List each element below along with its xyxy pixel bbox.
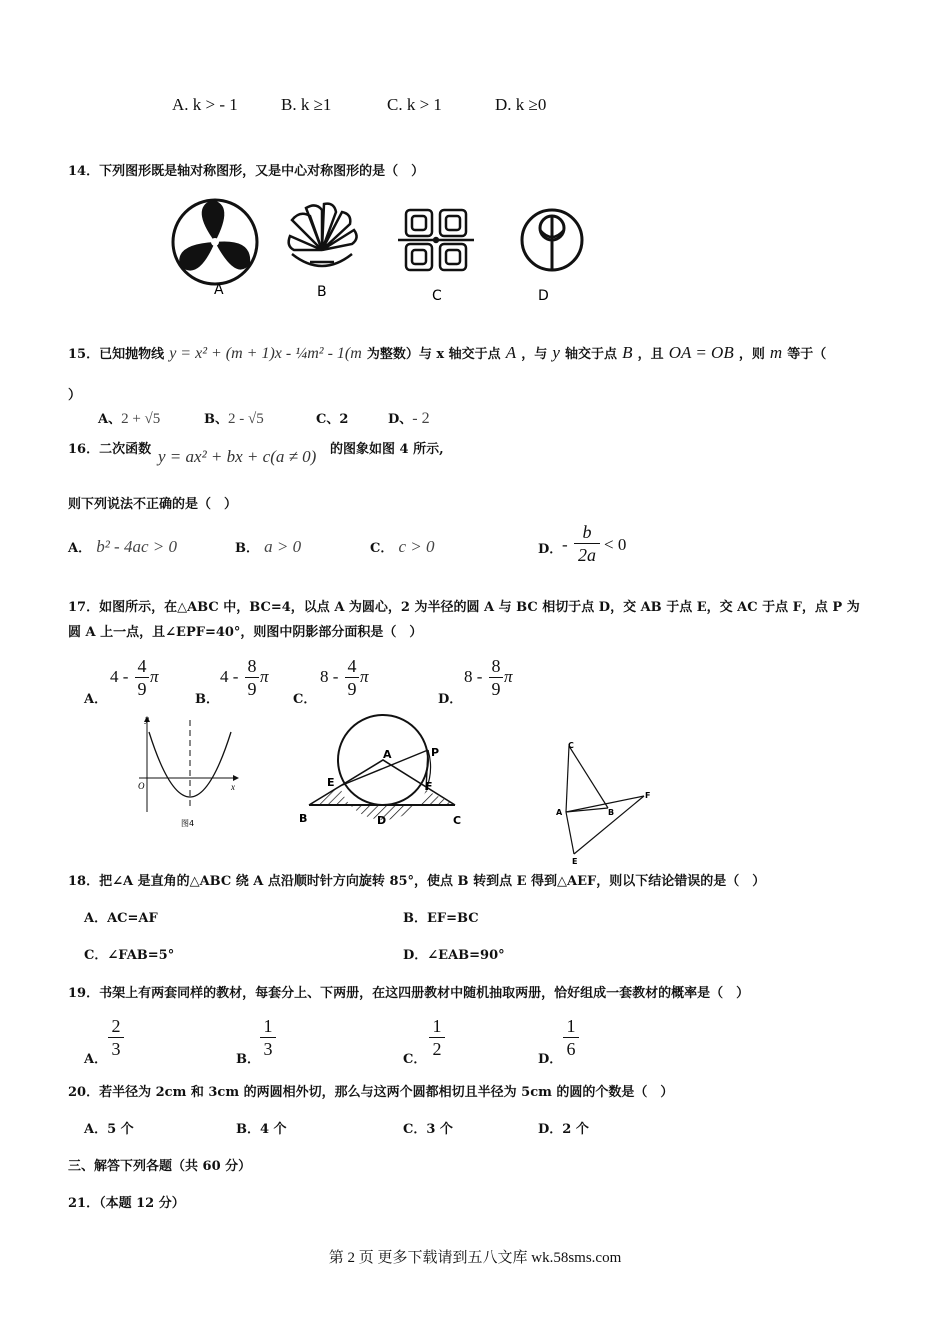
q15-mid1: 为整数）与 x 轴交于点 [366,347,501,362]
q13-option-c: C. k > 1 [387,95,442,114]
figure-d-label: D [538,288,549,304]
q15-mid5: ，则 [738,347,765,362]
q17-option-b-pre: 4 - [220,667,239,686]
q15-option-b: B、2 - √5 [204,411,264,427]
q17-option-d-label: D． [438,692,463,707]
q17-option-d-pre: 8 - [464,667,483,686]
figure-b-label: B [317,284,327,300]
tri-label-b: B [608,808,615,817]
figure-b-symbol [289,204,357,266]
q15-mid2: ，与 [521,347,548,362]
tri-label-c: C [568,741,574,750]
q15-line [68,343,826,373]
circle-label-p: P [431,746,440,759]
q16-option-a: A． b² - 4ac > 0 [68,537,177,556]
q17-line1: 17．如图所示，在△ABC 中，BC=4，以点 A 为圆心，2 为半径的圆 A 与 BC 相切于点 D，交 AB 于点 E，交 AC 于点 F，点 P 为 [68,600,860,615]
circle-label-e: E [327,776,335,789]
circle-label-b: B [299,812,308,825]
q15-option-a: A、2 + √5 [98,411,161,427]
q17-option-a-fraction: 4 9 [135,656,149,699]
tri-label-f: F [645,791,651,800]
q17-line2: 圆 A 上一点，且∠EPF=40°，则图中阴影部分面积是（ ） [68,625,423,640]
figure-circle-triangle [295,710,475,830]
figure-c-label: C [432,288,442,304]
q15-condition: OA = OB [668,343,734,362]
figure-a-label: A [214,282,224,298]
q16-option-d-label: D． [538,542,563,557]
q18-option-d: D．∠EAB=90° [403,948,505,963]
q13-option-a: A. k > - 1 [172,95,238,114]
q18-text: 18．把∠A 是直角的△ABC 绕 A 点沿顺时针方向旋转 85°，使点 B 转到点 E 得到△AEF，则以下结论错误的是（ ） [68,874,766,889]
graph-origin-label: O [138,781,145,791]
q17-option-c-pre: 8 - [320,667,339,686]
figure-rotated-triangles [552,738,662,866]
q20-option-c: C．3 个 [403,1122,453,1137]
circle-label-f: F [425,780,433,793]
q15-mid4: ，且 [637,347,664,362]
side-ac [566,746,569,812]
q17-option-d-fraction: 8 9 [489,656,503,699]
q15-point-a: A [505,343,517,362]
figure-c-symbol [398,210,474,270]
circle-label-a: A [383,748,392,761]
q15-mid6: 等于（ [787,347,827,362]
q19-option-a-label: A． [84,1052,108,1067]
q16-suffix: 的图象如图 4 所示, [330,442,444,457]
q14-text: 14．下列图形既是轴对称图形，又是中心对称图形的是（ ） [68,164,425,179]
q19-option-b-fraction: 1 3 [260,1016,276,1059]
q15-close: ） [68,388,82,403]
q18-option-b: B．EF=BC [403,911,479,926]
figure-d-symbol [522,210,582,270]
graph-caption: 图4 [181,819,195,828]
q19-option-c-fraction: 1 2 [429,1016,445,1059]
side-ae [566,812,574,854]
x-axis-arrow-icon [233,775,239,781]
q17-option-c-label: C． [293,692,317,707]
circle-label-c: C [453,814,462,827]
q16-option-d-fraction: b 2a [574,522,600,565]
q20-option-b: B．4 个 [236,1122,287,1137]
page-footer: 第 2 页 更多下载请到五八文库 wk.58sms.com [328,1250,622,1266]
q19-option-d-label: D． [538,1052,563,1067]
q17-option-a-pi: π [150,667,159,686]
q17-option-a-label: A． [84,692,108,707]
graph-y-label: y [145,714,149,724]
q14-figures [160,190,600,310]
q15-option-d: D、- 2 [388,410,430,427]
q17-option-b-label: B． [195,692,219,707]
side-af [566,796,644,812]
q19-option-a-fraction: 2 3 [108,1016,124,1059]
q20-text: 20．若半径为 2cm 和 3cm 的两圆相外切，那么与这两个圆都相切且半径为 5cm 的圆的个数是（ ） [68,1085,674,1100]
side-cb [569,746,608,808]
q15-formula: y = x² + (m + 1)x - ¼m² - 1(m [169,345,362,362]
side-ef [574,796,644,854]
circle-label-d: D [377,814,387,827]
q15-m-var: m [769,343,783,362]
graph-x-label: x [231,782,235,792]
side-ab [566,808,608,812]
q19-option-c-label: C． [403,1052,427,1067]
q19-option-d-fraction: 1 6 [563,1016,579,1059]
q20-option-d: D．2 个 [538,1122,589,1137]
section-3-heading: 三、解答下列各题（共 60 分） [68,1159,252,1174]
q15-prefix: 15．已知抛物线 [68,347,165,362]
tri-label-e: E [572,857,578,866]
q21-heading: 21．（本题 12 分） [68,1196,185,1211]
q19-text: 19．书架上有两套同样的教材，每套分上、下两册，在这四册教材中随机抽取两册，恰好组成一套教材的概率是（ ） [68,986,750,1001]
q17-option-c-pi: π [360,667,369,686]
q16-option-b: B． a > 0 [235,537,302,556]
q17-option-d-pi: π [504,667,513,686]
figure-a-symbol [173,200,257,284]
q17-option-b-pi: π [260,667,269,686]
q15-mid3: 轴交于点 [565,347,618,362]
q16-formula: y = ax² + bx + c(a ≠ 0) [158,447,317,466]
q15-point-b: B [622,343,633,362]
q20-option-a: A．5 个 [84,1122,134,1137]
figure-parabola-graph [135,712,245,830]
q16-option-d-post: < 0 [604,535,627,554]
q17-option-a-pre: 4 - [110,667,129,686]
q16-line2: 则下列说法不正确的是（ ） [68,497,238,512]
q15-option-c: C、2 [316,412,349,427]
q17-option-c-fraction: 4 9 [345,656,359,699]
q16-option-d-minus: - [562,535,568,554]
q16-prefix: 16．二次函数 [68,442,152,457]
q16-option-c: C． c > 0 [370,537,435,556]
q13-option-d: D. k ≥0 [495,95,547,114]
tri-label-a: A [556,808,563,817]
q18-option-a: A．AC=AF [84,911,158,926]
q19-option-b-label: B． [236,1052,260,1067]
q13-option-b: B. k ≥1 [281,95,332,114]
q18-option-c: C．∠FAB=5° [84,948,175,963]
q17-option-b-fraction: 8 9 [245,656,259,699]
q15-y-var: y [552,343,560,362]
